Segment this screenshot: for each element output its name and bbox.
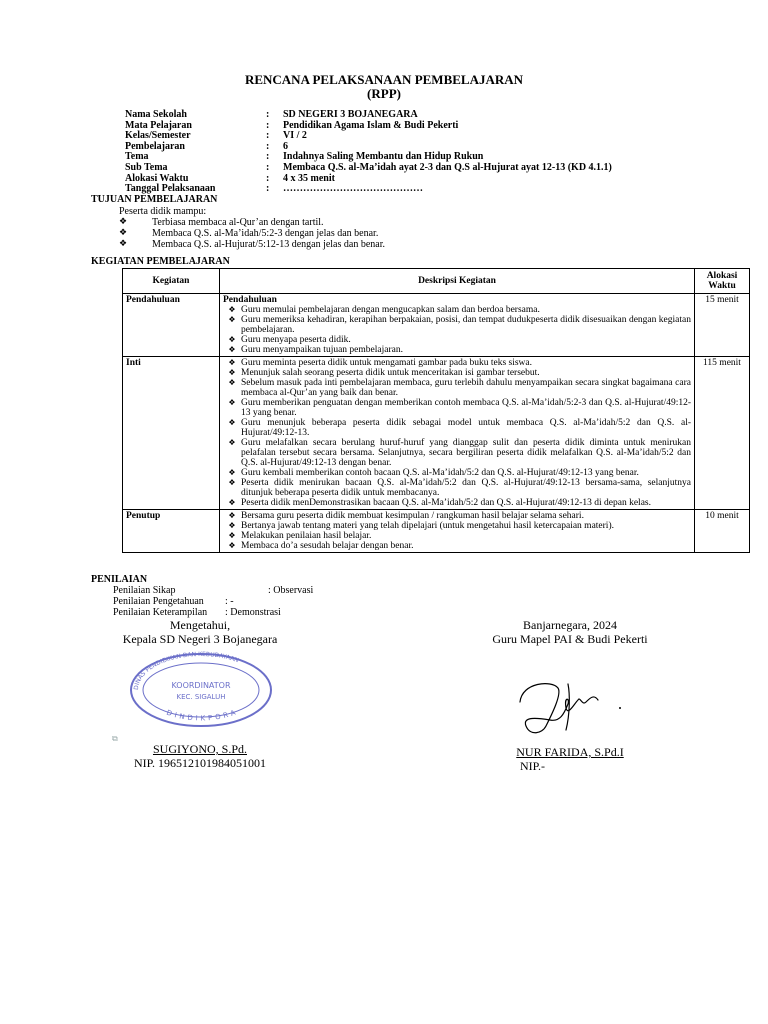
phase-time: 10 menit [695,510,750,553]
diamond-bullet-icon: ❖ [228,368,236,377]
diamond-bullet-icon: ❖ [228,378,236,387]
phase-description [220,357,695,510]
diamond-bullet-icon: ❖ [228,438,236,447]
diamond-bullet-icon: ❖ [228,511,236,520]
scan-watermark-icon: ⧉ [112,734,118,743]
diamond-bullet-icon: ❖ [228,398,236,407]
diamond-bullet-icon: ❖ [228,521,236,530]
table-row [123,510,750,553]
sign-left-nip: NIP. 196512101984051001 [133,756,266,770]
identity-row: Mata Pelajaran : Pendidikan Agama Islam & Budi Pekerti [125,119,459,131]
column-header-deskripsi: Deskripsi Kegiatan [220,269,695,294]
identity-row: Kelas/Semester : VI / 2 [125,130,307,142]
diamond-bullet-icon: ❖ [228,531,236,540]
sign-right-line2: Guru Mapel PAI & Budi Pekerti [492,632,648,646]
list-item: ❖ Melakukan penilaian hasil belajar. [223,531,691,541]
list-item: ❖ Menunjuk salah seorang peserta didik untuk menceritakan isi gambar tersebut. [223,368,691,378]
identity-row: Alokasi Waktu : 4 x 35 menit [125,172,335,184]
table-row [123,357,750,510]
column-header-alokasi: Alokasi Waktu [695,269,750,294]
list-item: ❖ Bertanya jawab tentang materi yang telah dipelajari (untuk mengetahui hasil ketercapaian materi). [223,521,691,531]
list-item: ❖ Guru menunjuk beberapa peserta didik sebagai model untuk membaca Q.S. al-Ma’idah/5:2 dan Q.S. al-Hujurat/49:12-13. [223,418,691,438]
table-header-row [123,269,750,294]
identity-row: Sub Tema : Membaca Q.S. al-Ma’idah ayat 2-3 dan Q.S al-Hujurat ayat 12-13 (KD 4.1.1) [125,161,612,173]
sign-left-name: SUGIYONO, S.Pd. [152,742,247,756]
stamp-kec-text: KEC. SIGALUH [176,693,226,701]
diamond-bullet-icon: ❖ [228,478,236,487]
penilaian-heading: PENILAIAN [91,574,148,585]
list-item: ❖ Sebelum masuk pada inti pembelajaran membaca, guru terlebih dahulu menyampaikan secara singkat bagaimana cara membaca al-Qur’an yang baik dan benar. [223,378,691,398]
identity-block [125,110,612,195]
diamond-bullet-icon: ❖ [228,468,236,477]
list-item: ❖ Guru memeriksa kehadiran, kerapihan berpakaian, posisi, dan tempat dudukpeserta didik disesuaikan dengan kegiatan pembelajaran. [223,315,691,335]
list-item: ❖ Bersama guru peserta didik membuat kesimpulan / rangkuman hasil belajar selama sehari. [223,511,691,521]
identity-row: Pembelajaran : 6 [125,140,288,152]
kegiatan-table [122,268,750,553]
document-subtitle: (RPP) [367,86,401,101]
signature-right [470,618,670,646]
sign-right-name: NUR FARIDA, S.Pd.I [516,745,624,759]
list-item: ❖ Terbiasa membaca al-Qur’an dengan tartil. [119,217,324,228]
list-item: ❖ Guru memberikan penguatan dengan memberikan contoh membaca Q.S. al-Ma’idah/5:2-3 dan Q.S. al-Hujurat/49:12-13 yang benar. [223,398,691,418]
sign-left-line2: Kepala SD Negeri 3 Bojanegara [122,632,278,646]
diamond-bullet-icon: ❖ [119,228,128,238]
list-item: ❖ Guru menyapa peserta didik. [223,335,691,345]
diamond-bullet-icon: ❖ [228,498,236,507]
penilaian-row: Penilaian Sikap : Observasi [113,585,314,596]
signature-left [100,618,300,646]
diamond-bullet-icon: ❖ [228,358,236,367]
official-stamp-icon [126,650,276,730]
list-item: ❖ Membaca Q.S. al-Ma’idah/5:2-3 dengan jelas dan benar. [119,228,379,239]
list-item: ❖ Guru memulai pembelajaran dengan mengucapkan salam dan berdoa bersama. [223,305,691,315]
handwritten-signature-icon [512,674,632,744]
phase-name: Pendahuluan [123,294,220,357]
list-item: ❖ Guru menyampaikan tujuan pembelajaran. [223,345,691,355]
list-item: ❖ Guru melafalkan secara berulang huruf-huruf yang dianggap sulit dan peserta didik diminta untuk menirukan pelafalan tersebut secara bersama. Selanjutnya, secara bergiliran peserta didik melafalkan Q.S. al-Ma’idah/5:2 dan Q.S. al-Hujurat/49:12-13 dengan benar. [223,438,691,468]
list-item: ❖ Guru meminta peserta didik untuk mengamati gambar pada buku teks siswa. [223,358,691,368]
tujuan-intro: Peserta didik mampu: [119,206,207,217]
diamond-bullet-icon: ❖ [228,541,236,550]
phase-time: 15 menit [695,294,750,357]
phase-time: 115 menit [695,357,750,510]
penilaian-row: Penilaian Pengetahuan : - [113,596,234,607]
phase-description [220,510,695,553]
diamond-bullet-icon: ❖ [228,335,236,344]
sign-right-nip: NIP.- [520,759,546,773]
tujuan-heading: TUJUAN PEMBELAJARAN [91,194,218,205]
document-title: RENCANA PELAKSANAAN PEMBELAJARAN [244,72,524,87]
table-row [123,294,750,357]
list-item: ❖ Peserta didik menDemonstrasikan bacaan Q.S. al-Ma’idah/5:2 dan Q.S. al-Hujurat/49:12-13 di depan kelas. [223,498,691,508]
identity-row: Tema : Indahnya Saling Membantu dan Hidup Rukun [125,151,484,163]
identity-row: Nama Sekolah : SD NEGERI 3 BOJANEGARA [125,109,418,120]
list-item: ❖ Membaca do’a sesudah belajar dengan benar. [223,541,691,551]
phase-name: Inti [123,357,220,510]
penilaian-list [113,585,313,618]
diamond-bullet-icon: ❖ [228,305,236,314]
diamond-bullet-icon: ❖ [119,217,128,227]
diamond-bullet-icon: ❖ [228,315,236,324]
stamp-bottom-text: DINDIKPORA [165,707,240,723]
phase-description [220,294,695,357]
diamond-bullet-icon: ❖ [228,345,236,354]
identity-row: Tanggal Pelaksanaan : …………………………………… [125,183,423,195]
diamond-bullet-icon: ❖ [228,418,236,427]
column-header-kegiatan: Kegiatan [123,269,220,294]
sign-left-line1: Mengetahui, [169,618,231,632]
signature-right-name-block [470,745,670,773]
phase-subheading: Pendahuluan [223,295,277,305]
list-item: ❖ Guru kembali memberikan contoh bacaan Q.S. al-Ma’idah/5:2 dan Q.S. al-Hujurat/49:12-13 yang benar. [223,468,691,478]
penilaian-row: Penilaian Keterampilan : Demonstrasi [113,607,281,618]
sign-right-line1: Banjarnegara, 2024 [523,618,617,632]
stamp-inner-text: KOORDINATOR [171,681,231,690]
kegiatan-heading: KEGIATAN PEMBELAJARAN [91,256,230,267]
list-item: ❖ Peserta didik menirukan bacaan Q.S. al-Ma’idah/5:2 dan Q.S. al-Hujurat/49:12-13 bersama-sama, selanjutnya ditunjuk beberapa peserta didik untuk membacanya. [223,478,691,498]
stamp-outer-text: DINAS PENDIDIKAN DAN KEBUDAYAAN [132,650,240,691]
diamond-bullet-icon: ❖ [119,239,128,249]
phase-name: Penutup [123,510,220,553]
list-item: ❖ Membaca Q.S. al-Hujurat/5:12-13 dengan jelas dan benar. [119,239,385,250]
signature-left-name-block [100,742,300,770]
tujuan-list [119,206,385,250]
